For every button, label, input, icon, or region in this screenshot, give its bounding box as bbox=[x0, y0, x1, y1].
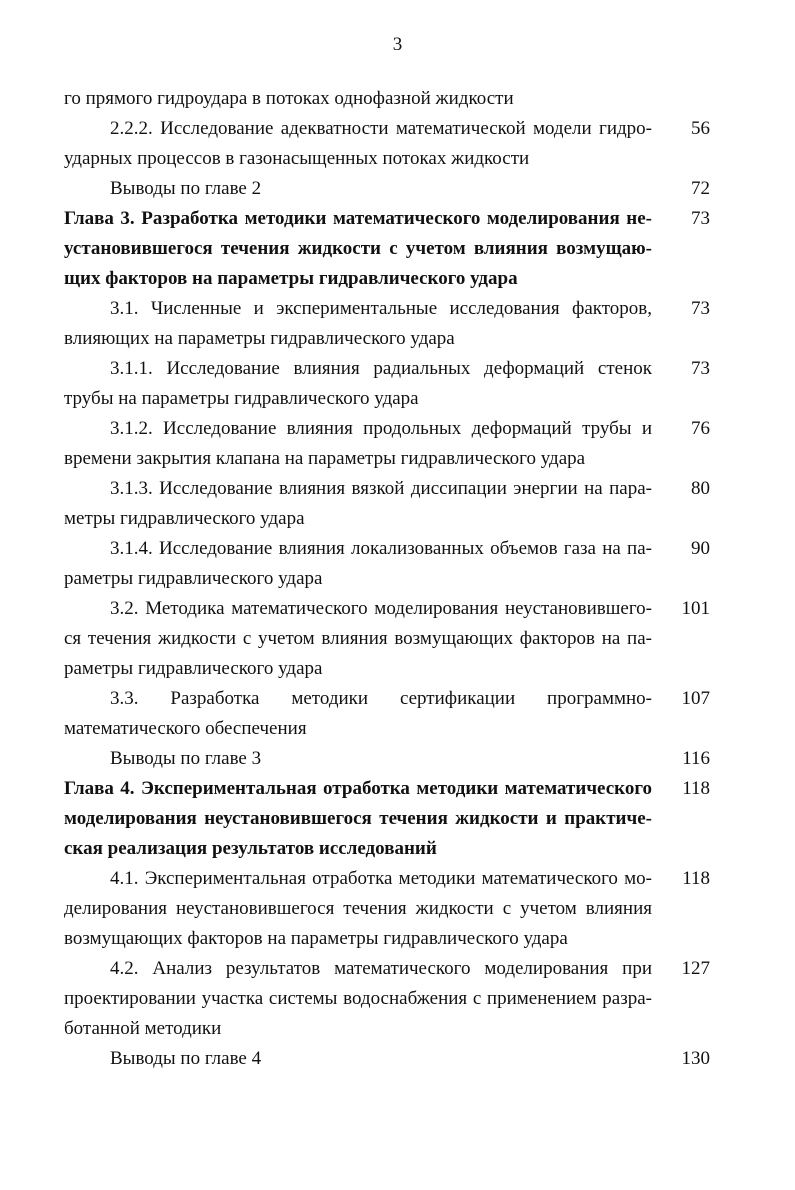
toc-entry-conclusions-4 bbox=[64, 1044, 710, 1074]
table-of-contents bbox=[64, 84, 710, 1074]
toc-entry-3-1-2 bbox=[64, 414, 710, 474]
toc-entry-4-1 bbox=[64, 864, 710, 954]
toc-entry-title: 4.1. Экспериментальная отработка методики математического моделирования неустановившегося течения жидкости с учетом влияния возмущающих факторов на параметры гидравлического удара bbox=[64, 868, 652, 949]
toc-entry-title: Глава 4. Экспериментальная отработка методики математического моделирования неустановившегося течения жидкости и практическая реализация результатов исследований bbox=[64, 778, 652, 859]
toc-entry-title-continuation: математического обеспечения bbox=[64, 718, 307, 739]
toc-entry-conclusions-2 bbox=[64, 174, 710, 204]
toc-entry-continuation bbox=[64, 84, 710, 114]
toc-entry-3-1 bbox=[64, 294, 710, 354]
toc-entry-3-1-3 bbox=[64, 474, 710, 534]
toc-entry-page: 80 bbox=[691, 478, 710, 499]
toc-entry-title: го прямого гидроудара в потоках однофазной жидкости bbox=[64, 88, 514, 109]
toc-entry-page: 72 bbox=[691, 178, 710, 199]
toc-entry-conclusions-3 bbox=[64, 744, 710, 774]
toc-entry-page: 90 bbox=[691, 538, 710, 559]
toc-entry-page: 130 bbox=[681, 1048, 710, 1069]
toc-entry-page: 118 bbox=[682, 868, 710, 889]
toc-entry-page: 73 bbox=[691, 208, 710, 229]
toc-entry-title: 3.1. Численные и экспериментальные исследования факторов, влияющих на параметры гидравлического удара bbox=[64, 298, 652, 349]
toc-entry-chapter-3 bbox=[64, 204, 710, 294]
toc-entry-page: 116 bbox=[682, 748, 710, 769]
toc-entry-page: 56 bbox=[691, 118, 710, 139]
toc-entry-3-1-1 bbox=[64, 354, 710, 414]
toc-entry-title bbox=[64, 684, 652, 744]
toc-entry-title: Глава 3. Разработка методики математического моделирования неустановившегося течения жидкости с учетом влияния возмущающих факторов на параметры гидравлического удара bbox=[64, 208, 652, 289]
toc-entry-4-2 bbox=[64, 954, 710, 1044]
toc-entry-title: Выводы по главе 4 bbox=[110, 1048, 262, 1069]
toc-entry-page: 76 bbox=[691, 418, 710, 439]
toc-entry-page: 101 bbox=[681, 598, 710, 619]
toc-entry-page: 118 bbox=[682, 778, 710, 799]
toc-entry-title-first-line: 3.3. Разработка методики сертификации программно- bbox=[110, 688, 652, 709]
toc-entry-title: 3.1.2. Исследование влияния продольных деформаций трубы и времени закрытия клапана на параметры гидравлического удара bbox=[64, 418, 652, 469]
toc-entry-title: Выводы по главе 2 bbox=[110, 178, 262, 199]
toc-entry-page: 127 bbox=[681, 958, 710, 979]
toc-entry-title: Выводы по главе 3 bbox=[110, 748, 262, 769]
toc-entry-3-2 bbox=[64, 594, 710, 684]
toc-entry-title: 3.1.4. Исследование влияния локализованных объемов газа на параметры гидравлического удара bbox=[64, 538, 652, 589]
toc-entry-title: 4.2. Анализ результатов математического моделирования при проектировании участка системы водоснабжения с применением разработанной методики bbox=[64, 958, 652, 1039]
toc-entry-title: 2.2.2. Исследование адекватности математической модели гидроударных процессов в газонасыщенных потоках жидкости bbox=[64, 118, 652, 169]
toc-entry-title: 3.1.3. Исследование влияния вязкой диссипации энергии на параметры гидравлического удара bbox=[64, 478, 652, 529]
toc-entry-chapter-4 bbox=[64, 774, 710, 864]
toc-entry-page: 107 bbox=[681, 688, 710, 709]
toc-entry-title: 3.1.1. Исследование влияния радиальных деформаций стенок трубы на параметры гидравлического удара bbox=[64, 358, 652, 409]
toc-entry-3-3 bbox=[64, 684, 710, 744]
toc-entry-title: 3.2. Методика математического моделирования неустановившегося течения жидкости с учетом влияния возмущающих факторов на параметры гидравлического удара bbox=[64, 598, 652, 679]
toc-entry-page: 73 bbox=[691, 358, 710, 379]
toc-entry-page: 73 bbox=[691, 298, 710, 319]
page-number: 3 bbox=[392, 34, 403, 55]
toc-entry-2-2-2 bbox=[64, 114, 710, 174]
toc-entry-3-1-4 bbox=[64, 534, 710, 594]
